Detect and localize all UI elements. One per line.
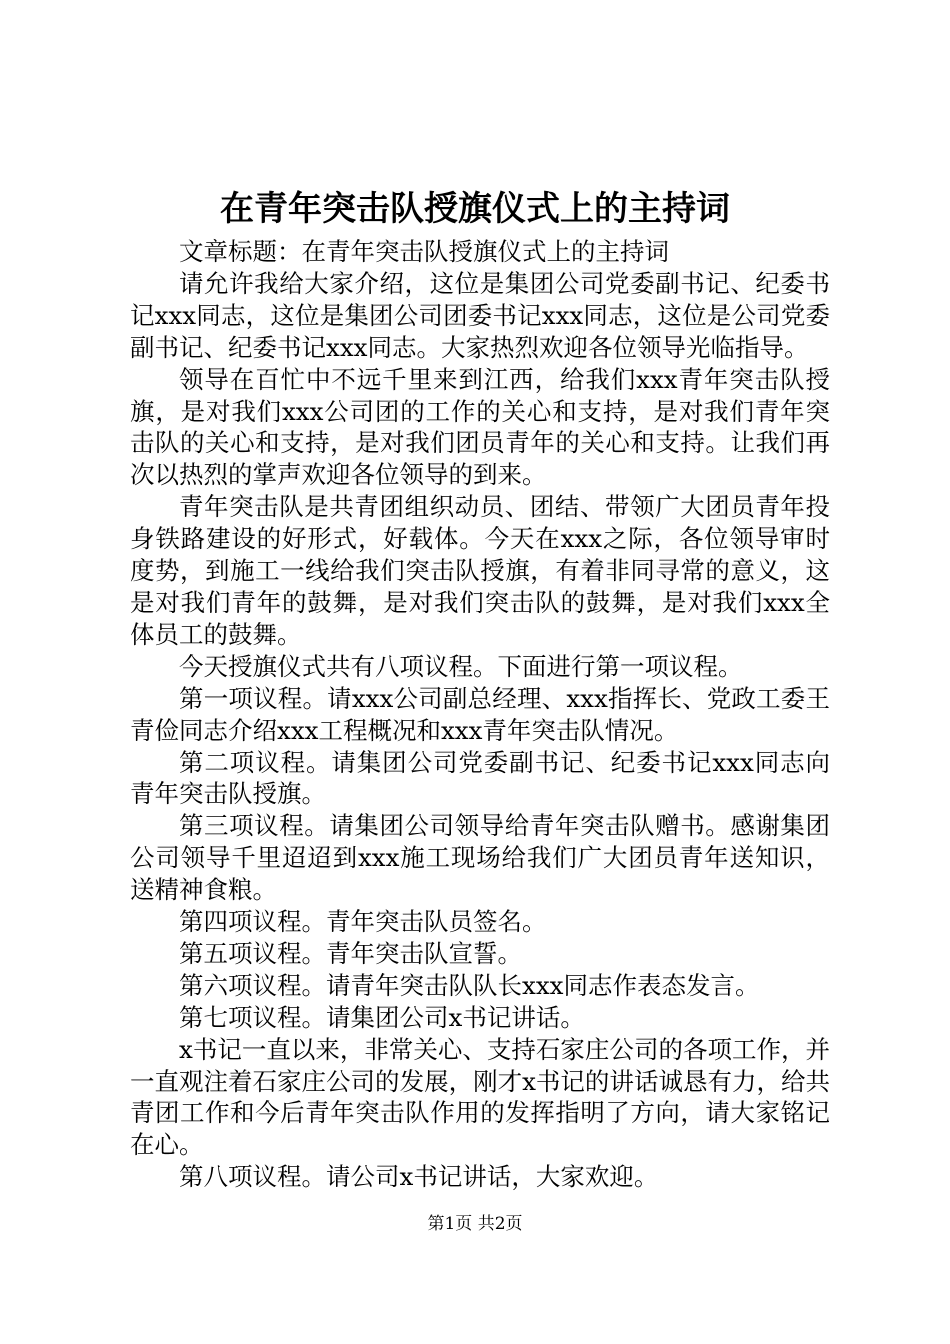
page-number-footer: 第1页 共2页 (427, 1214, 523, 1234)
paragraph-agenda-1: 第一项议程。请xxx公司副总经理、xxx指挥长、党政工委王青俭同志介绍xxx工程概况和xxx青年突击队情况。 (130, 683, 830, 745)
paragraph-introduction: 请允许我给大家介绍，这位是集团公司党委副书记、纪委书记xxx同志，这位是集团公司团委书记xxx同志，这位是公司党委副书记、纪委书记xxx同志。大家热烈欢迎各位领导光临指导。 (130, 268, 830, 362)
paragraph-agenda-6: 第六项议程。请青年突击队队长xxx同志作表态发言。 (179, 970, 760, 1000)
paragraph-agenda-4: 第四项议程。青年突击队员签名。 (179, 907, 547, 937)
paragraph-agenda-intro: 今天授旗仪式共有八项议程。下面进行第一项议程。 (179, 651, 743, 681)
paragraph-remarks: x书记一直以来，非常关心、支持石家庄公司的各项工作，并一直观注着石家庄公司的发展，刚才x书记的讲话诚恳有力，给共青团工作和今后青年突击队作用的发挥指明了方向，请大家铭记在心。 (130, 1034, 830, 1160)
paragraph-agenda-3: 第三项议程。请集团公司领导给青年突击队赠书。感谢集团公司领导千里迢迢到xxx施工现场给我们广大团员青年送知识，送精神食粮。 (130, 811, 830, 905)
article-title-line: 文章标题：在青年突击队授旗仪式上的主持词 (179, 237, 669, 266)
paragraph-welcome: 领导在百忙中不远千里来到江西，给我们xxx青年突击队授旗，是对我们xxx公司团的工作的关心和支持，是对我们青年突击队的关心和支持，是对我们团员青年的关心和支持。让我们再次以热烈的掌声欢迎各位领导的到来。 (130, 364, 830, 490)
paragraph-agenda-8: 第八项议程。请公司x书记讲话，大家欢迎。 (179, 1162, 659, 1192)
paragraph-agenda-2: 第二项议程。请集团公司党委副书记、纪委书记xxx同志向青年突击队授旗。 (130, 747, 830, 809)
document-body (130, 236, 830, 1193)
paragraph-significance: 青年突击队是共青团组织动员、团结、带领广大团员青年投身铁路建设的好形式，好载体。今天在xxx之际，各位领导审时度势，到施工一线给我们突击队授旗，有着非同寻常的意义，这是对我们青年的鼓舞，是对我们突击队的鼓舞，是对我们xxx全体员工的鼓舞。 (130, 492, 830, 649)
paragraph-agenda-5: 第五项议程。青年突击队宣誓。 (179, 938, 522, 968)
paragraph-agenda-7: 第七项议程。请集团公司x书记讲话。 (179, 1002, 585, 1032)
document-title: 在青年突击队授旗仪式上的主持词 (220, 189, 730, 229)
